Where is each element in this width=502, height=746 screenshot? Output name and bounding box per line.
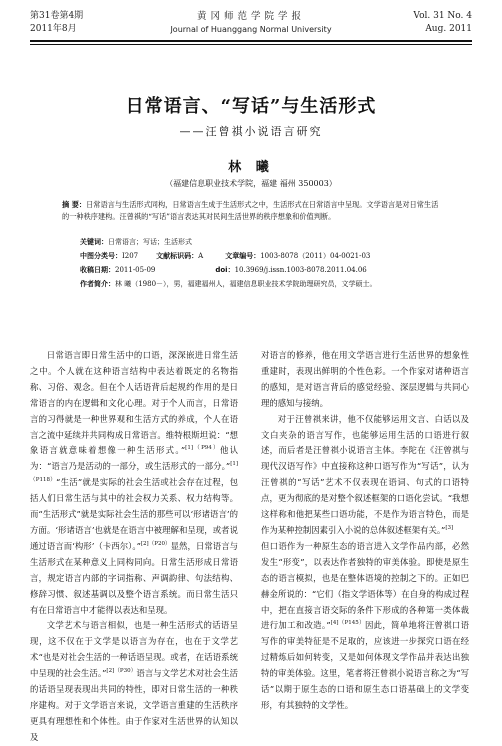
volume-issue-en: Vol. 31 No. 4 [413, 11, 472, 21]
bio-label: 作者简介： [80, 280, 115, 288]
paragraph: 日常语言即日常生活中的口语，深深嵌进日常生活之中。个人就在这种语言结构中表达着既定的名物指称、习俗、观念。但在个人话语背后起规约作用的是日常语言的内在逻辑和文化心理。对于个人而言，日常语言的习得就是一种世界观和生活方式的养成，个人在语言之流中延续并共同构成日常语言。维特根斯坦说：“想象语言就意味着想像一种生活形式。”$^{[1](P94)}$他认为：“语言乃是活动的一部分，或生活形式的一部分。”$^{[1](P118)}$“生活”就是实际的社会生活或社会存在过程，包括人们日常生活与其中的社会权力关系、权力结构等。而“生活形式”就是实际社会生活的那些可以‘形诸语言’的方面。‘形诸语言’也就是在语言中被理解和呈现，或者说通过语言而‘构形’（卡西尔）。”$^{[2](P20)}$显然，日常语言与生活形式在某种意义上同构同向。日常生活形成日常语言，规定语言内部的字词指称、声调韵律、句法结构、修辞习惯、叙述基调以及整个语言系统。而日常生活只有在日常语言中才能得以表达和呈现。 [30, 350, 239, 615]
body-column-right [261, 348, 469, 714]
keywords-line [80, 237, 192, 248]
paragraph: 对于汪曾祺来讲，他不仅能够运用文言、白话以及文白夹杂的语言写作，也能够运用生活的口语进行叙述，而后者是汪曾祺小说语言主体。李陀在《汪曾祺与现代汉语写作》中直接称这种口语写作为“写话”，认为汪曾祺的“写话”艺术不仅表现在语词、句式的口语特点，更为彻底的是对整个叙述框架的口语化尝试。“我想这样称和他把某些口语功能，不是作为语言特色，而是作为某种控制因素引入小说的总体叙述框架有关。”[3] [261, 413, 469, 535]
journal-name-en: Journal of Huanggang Normal University [170, 25, 332, 34]
header-rule-thin [30, 44, 472, 45]
abstract-label: 摘 要： [62, 200, 87, 209]
running-header-right [413, 10, 472, 36]
citation: [4]（P145） [330, 620, 365, 627]
doi: 10.3969/j.issn.1003-8078.2011.04.06 [234, 266, 367, 274]
citation: [2]（P30） [106, 668, 137, 675]
keywords: 日常语言；写话；生活形式 [108, 238, 192, 246]
journal-name-cn: 黄冈师范学院学报 [196, 11, 305, 22]
citation: [1]（P94） [185, 445, 220, 452]
doc-code-label: 文献标识码： [156, 252, 199, 260]
citation: [3] [445, 525, 454, 532]
issue-date-en: Aug. 2011 [425, 24, 472, 34]
clc-code: I207 [122, 252, 139, 260]
abstract-text: 日常语言与生活形式同构，日常语言生成于生活形式之中，生活形式在日常语言中呈现。文学语言是对日常生活的一种秩序建构。汪曾祺的“写话”语言表达其对民间生活世界的秩序想象和价值判断。 [62, 200, 439, 221]
volume-issue: 第31卷第4期 [30, 11, 84, 21]
author-bio: 林 曦（1980－），男，福建福州人，福建信息职业技术学院助理研究员，文学硕士。 [115, 280, 377, 288]
doc-code: A [198, 252, 204, 260]
article-title: 日常语言、“写话”与生活形式 [125, 96, 377, 117]
received-date: 2011-05-09 [115, 266, 156, 274]
paragraph: 对语言的修养，他在用文学语言进行生活世界的想象性重建时，表现出鲜明的个性色彩。一个作家对诸种语言的感知，是对语言背后的感觉经验、深层逻辑与共同心理的感知与接纳。 [261, 350, 469, 408]
header-rule-thick [30, 40, 472, 42]
author-bio-line [80, 279, 377, 290]
clc-label: 中图分类号： [80, 252, 122, 260]
citation: [2]（P20） [140, 541, 171, 548]
classification-line [80, 251, 370, 262]
abstract [62, 199, 440, 222]
article-subtitle: ——汪曾祺小说语言研究 [179, 125, 323, 138]
keywords-label: 关键词： [80, 238, 108, 246]
citation: [1]（P118） [30, 461, 238, 484]
issue-date: 2011年8月 [30, 24, 77, 34]
article-no-label: 文章编号： [225, 252, 261, 260]
body-column-left [30, 348, 238, 746]
paragraph: 文学艺术与语言相似，也是一种生活形式的话语呈现，这不仅在于文学是以语言为存在，也在于文学艺术“也是对社会生活的一种话语呈现。或者，在话语系统中呈现的社会生活。”$^{[2](P30)}$语言与文学艺术对社会生活的话语呈现表现出共同的特性，即对日常生活的一种秩序建构。对于文学语言来说，文学语言重建的生活秩序更具有理想性和个体性。由于作家对生活世界的认知以及 [30, 620, 239, 742]
received-label: 收稿日期： [80, 266, 115, 274]
author-affiliation: （福建信息职业技术学院，福建 福州 350003） [165, 179, 337, 188]
paragraph: 但口语作为一种原生态的语言进入文学作品内部，必然发生“形变”，以表达作者独特的审美体验。即使是原生态的语言模拟，也是在整体语境的控制之下的。正如巴赫金所说的：“它们（指文学语体等）在自身的构成过程中，把在直接言语交际的条件下形成的各种第一类体裁进行加工和改造。”$^{[4](P145)}$因此，简单地将汪曾祺口语写作的审美特征是不足取的，应该进一步探究口语在经过精炼后如何转变，又是如何体现文学作品并表达出独特的审美体验。这里，笔者将汪曾祺小说语言称之为“写话”以期于原生态的口语和原生态口语基础上的文学变形，有其独特的文学性。 [261, 540, 469, 710]
article-author: 林 曦 [228, 160, 274, 175]
doi-label: doi： [215, 266, 235, 274]
article-no: 1003-8078（2011）04-0021-03 [260, 252, 371, 260]
received-line [80, 265, 367, 276]
